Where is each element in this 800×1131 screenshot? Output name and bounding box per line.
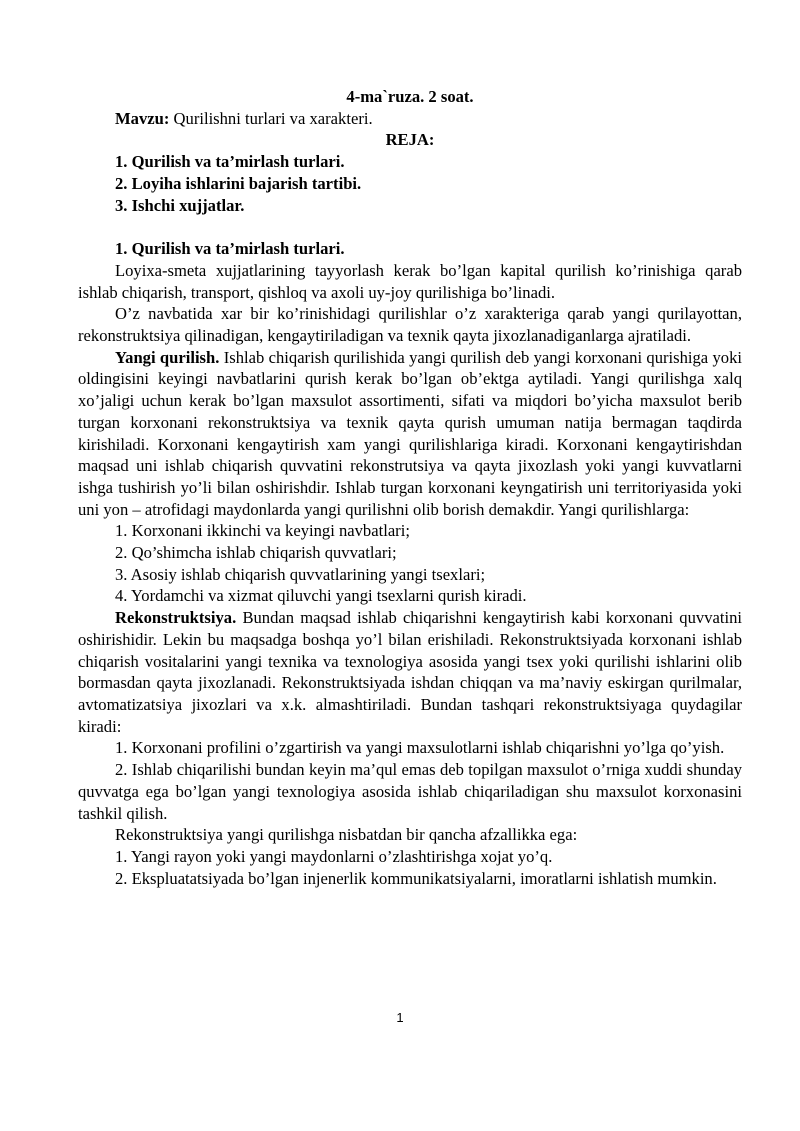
document-page xyxy=(78,86,742,889)
new-construction-list-item-3: 3. Asosiy ishlab chiqarish quvvatlarining yangi tsexlari; xyxy=(115,564,486,584)
plan-item-1: 1. Qurilish va ta’mirlash turlari. xyxy=(115,152,345,172)
topic-line xyxy=(78,108,742,130)
advantage-item-2: 2. Ekspluatatsiyada bo’lgan injenerlik kommunikatsiyalarni, imoratlarni ishlatish mumkin. xyxy=(115,868,717,888)
reconstruction-item-2: 2. Ishlab chiqarilishi bundan keyin ma’qul emas deb topilgan maxsulot o’rniga xuddi shunday quvvatga ega bo’lgan yangi texnologiya asosida ishlab chiqariladigan shu maxsulot korxonasini tashkil qilish. xyxy=(78,760,742,823)
plan-item-3: 3. Ishchi xujjatlar. xyxy=(115,195,245,215)
new-construction-list-item-2: 2. Qo’shimcha ishlab chiqarish quvvatlari; xyxy=(115,543,397,563)
new-construction-label: Yangi qurilish. xyxy=(115,347,220,367)
new-construction-text: Ishlab chiqarish qurilishida yangi qurilish deb yangi korxonani qurishiga yoki oldingisini keyingi navbatlarini qurish kerak bo’lgan ob’ektga aytiladi. Yangi qurilishga xalq xo’jaligi uchun kerak bo’lgan maxsulot assortimenti, sifati va miqdori bo’yicha maxsulot berib turgan korxonani rekonstruktsiya va texnik qayta qurish umuman natija bermagan taqdirda kirishiladi. Korxonani kengaytirish xam yangi qurilishlariga kiradi. Korxonani kengaytirishdan maqsad uni ishlab chiqarish quvvatini rekonstrutsiya va qayta jixozlash yoki yangi kuvvatlarni ishga tushirish yo’li bilan oshirishdir. Ishlab turgan korxonani keyngatirish uni territoriyasida yoki uni yon – atrofidagi maydonlarda yangi qurilishni olib borish demakdir. Yangi qurilishlarga: xyxy=(78,347,742,519)
reconstruction-text: Bundan maqsad ishlab chiqarishni kengaytirish kabi korxonani quvvatini oshirishidir. Lekin bu maqsadga boshqa yo’l bilan erishiladi. Rekonstruktsiyada korxonani ishlab chiqarish vositalarini yangi texnika va texnologiya asosida yangi tsex yoki qurilishi ishlarini olib bormasdan qayta jixozlanadi. Rekonstruktsiyada ishdan chiqqan va ma’naviy eskirgan qurilmalar, avtomatizatsiya jixozlari va x.k. almashtiriladi. Bundan tashqari rekonstruktsiyaga quydagilar kiradi: xyxy=(78,608,742,736)
reconstruction-item-1: 1. Korxonani profilini o’zgartirish va yangi maxsulotlarni ishlab chiqarishni yo’lga qo’yish. xyxy=(115,738,725,758)
topic-label: Mavzu: xyxy=(115,108,170,128)
advantage-item-1: 1. Yangi rayon yoki yangi maydonlarni o’zlashtirishga xojat yo’q. xyxy=(115,846,553,866)
section1-paragraph-1: Loyixa-smeta xujjatlarining tayyorlash kerak bo’lgan kapital qurilish ko’rinishiga qarab ishlab chiqarish, transport, qishloq va axoli uy-joy qurilishiga bo’linadi. xyxy=(78,260,742,302)
section-spacer xyxy=(78,216,742,238)
new-construction-list-item-4: 4. Yordamchi va xizmat qiluvchi yangi tsexlarni qurish kiradi. xyxy=(115,586,527,606)
advantage-intro: Rekonstruktsiya yangi qurilishga nisbatdan bir qancha afzallikka ega: xyxy=(115,825,578,845)
section1-paragraph-2: O’z navbatida xar bir ko’rinishidagi qurilishlar o’z xarakteriga qarab yangi qurilayottan, rekonstruktsiya qilinadigan, kengaytiriladigan va texnik qayta jixozlanadiganlarga ajratiladi. xyxy=(78,304,742,346)
section1-heading: 1. Qurilish va ta’mirlash turlari. xyxy=(115,239,345,259)
plan-heading: REJA: xyxy=(385,130,435,150)
plan-item-2: 2. Loyiha ishlarini bajarish tartibi. xyxy=(115,173,362,193)
reconstruction-paragraph xyxy=(78,607,742,737)
reconstruction-label: Rekonstruktsiya. xyxy=(115,608,237,628)
new-construction-paragraph xyxy=(78,347,742,521)
lecture-title: 4-ma`ruza. 2 soat. xyxy=(346,87,474,106)
topic-text: Qurilishni turlari va xarakteri. xyxy=(169,108,373,128)
page-number: 1 xyxy=(396,1010,404,1025)
new-construction-list-item-1: 1. Korxonani ikkinchi va keyingi navbatlari; xyxy=(115,521,410,541)
